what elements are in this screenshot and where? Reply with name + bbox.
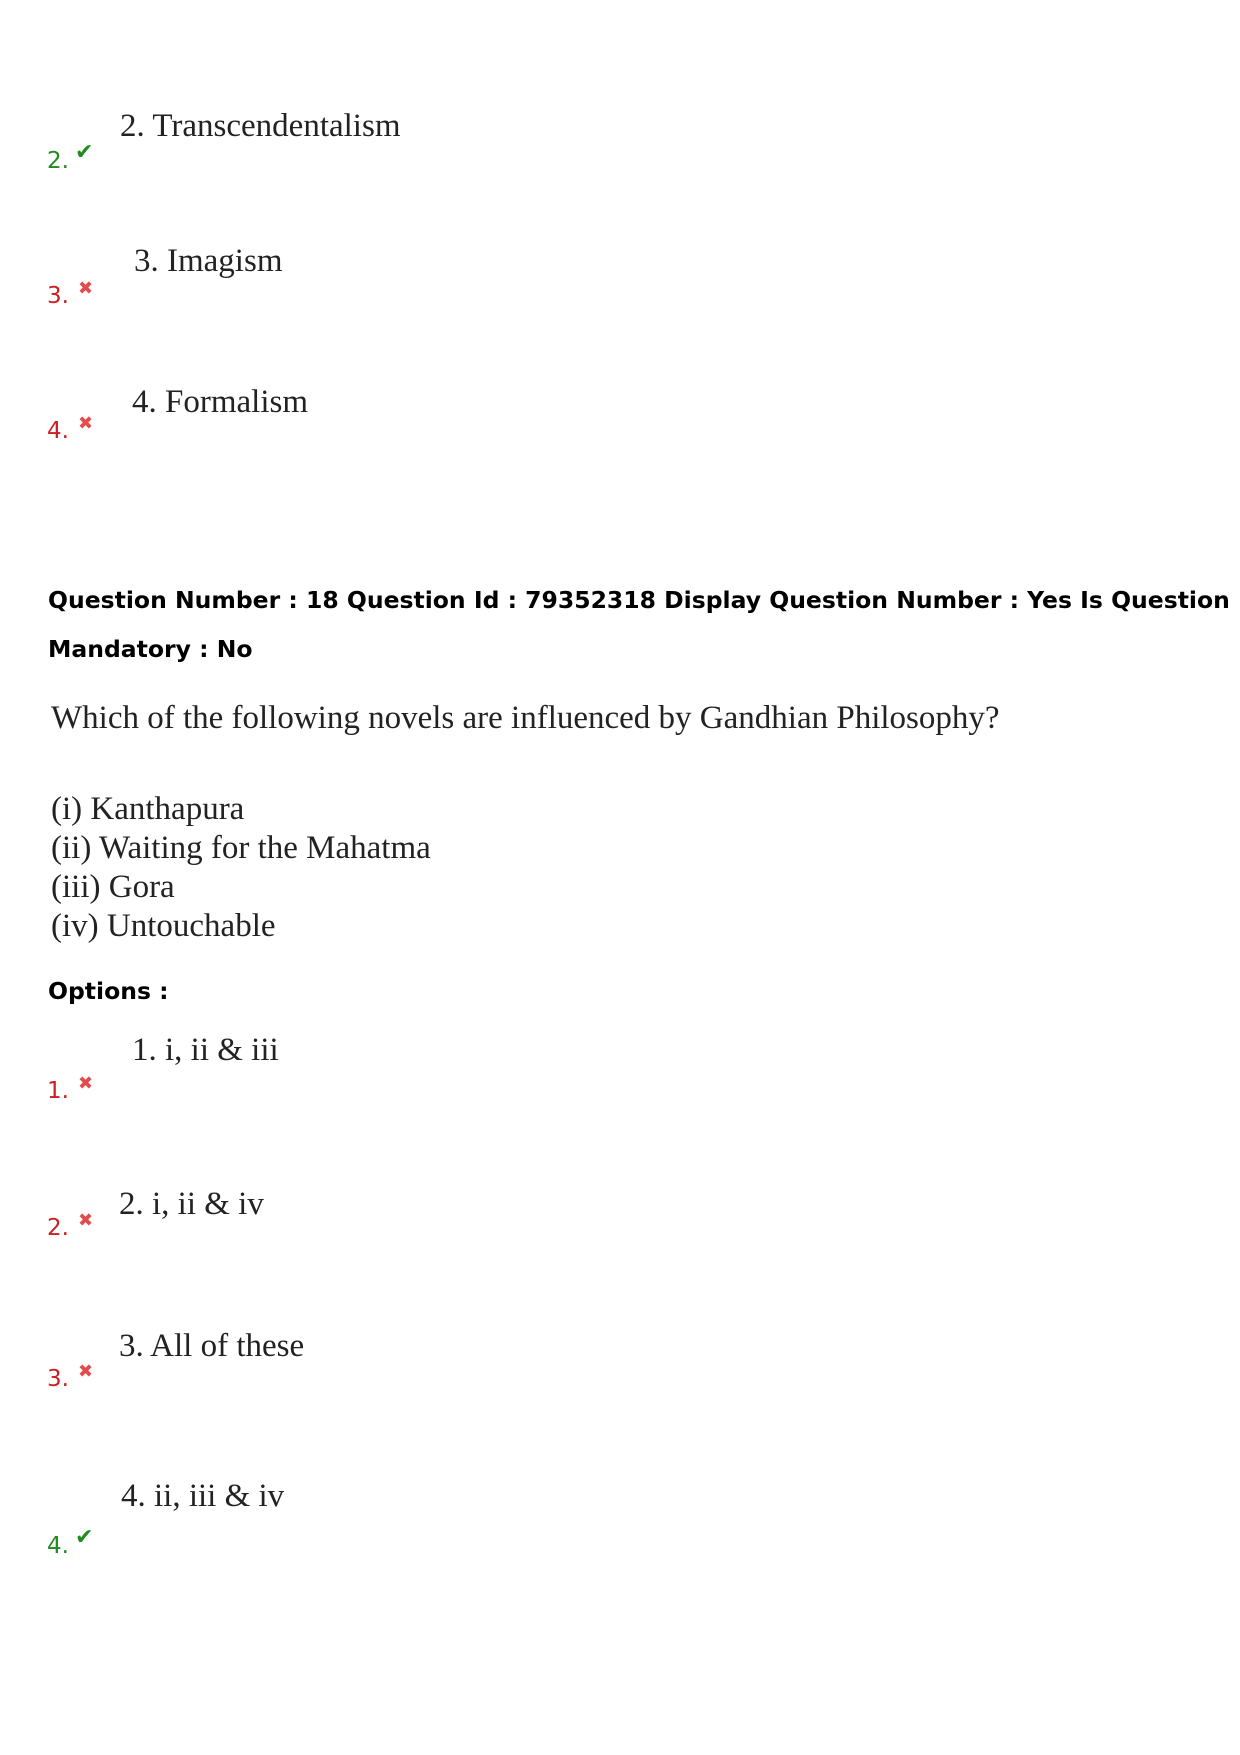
question-prompt: Which of the following novels are influenced by Gandhian Philosophy? bbox=[51, 700, 1000, 736]
option-marker bbox=[47, 278, 94, 309]
option-text: 3. Imagism bbox=[134, 243, 283, 279]
option-number: 4. bbox=[47, 1533, 69, 1559]
option-marker bbox=[47, 1073, 94, 1104]
question-item: (ii) Waiting for the Mahatma bbox=[51, 830, 431, 866]
question-item: (iii) Gora bbox=[51, 869, 175, 905]
check-icon: ✔ bbox=[74, 1525, 94, 1550]
option-text: 2. i, ii & iv bbox=[119, 1186, 264, 1222]
option-number: 2. bbox=[47, 148, 69, 174]
option-number: 1. bbox=[47, 1078, 69, 1104]
options-label: Options : bbox=[48, 977, 169, 1005]
option-text: 3. All of these bbox=[119, 1328, 305, 1364]
cross-icon: ✖ bbox=[77, 413, 94, 434]
option-marker bbox=[47, 1210, 94, 1241]
option-text: 1. i, ii & iii bbox=[132, 1032, 279, 1068]
question-item-list bbox=[51, 790, 431, 946]
question-item: (iv) Untouchable bbox=[51, 908, 276, 944]
cross-icon: ✖ bbox=[77, 1073, 94, 1094]
option-text: 4. ii, iii & iv bbox=[121, 1478, 285, 1514]
option-marker bbox=[47, 140, 94, 174]
option-number: 2. bbox=[47, 1215, 69, 1241]
option-marker bbox=[47, 1361, 94, 1392]
cross-icon: ✖ bbox=[77, 278, 94, 299]
option-number: 4. bbox=[47, 418, 69, 444]
option-text: 2. Transcendentalism bbox=[120, 108, 401, 144]
question-meta-line-1: Question Number : 18 Question Id : 79352318 Display Question Number : Yes Is Question bbox=[48, 586, 1230, 614]
cross-icon: ✖ bbox=[77, 1361, 94, 1382]
check-icon: ✔ bbox=[74, 140, 94, 165]
option-text: 4. Formalism bbox=[132, 384, 309, 420]
option-marker bbox=[47, 413, 94, 444]
option-marker bbox=[47, 1525, 94, 1559]
question-item: (i) Kanthapura bbox=[51, 791, 245, 827]
option-number: 3. bbox=[47, 1366, 69, 1392]
option-number: 3. bbox=[47, 283, 69, 309]
question-meta-line-2: Mandatory : No bbox=[48, 635, 253, 663]
cross-icon: ✖ bbox=[77, 1210, 94, 1231]
